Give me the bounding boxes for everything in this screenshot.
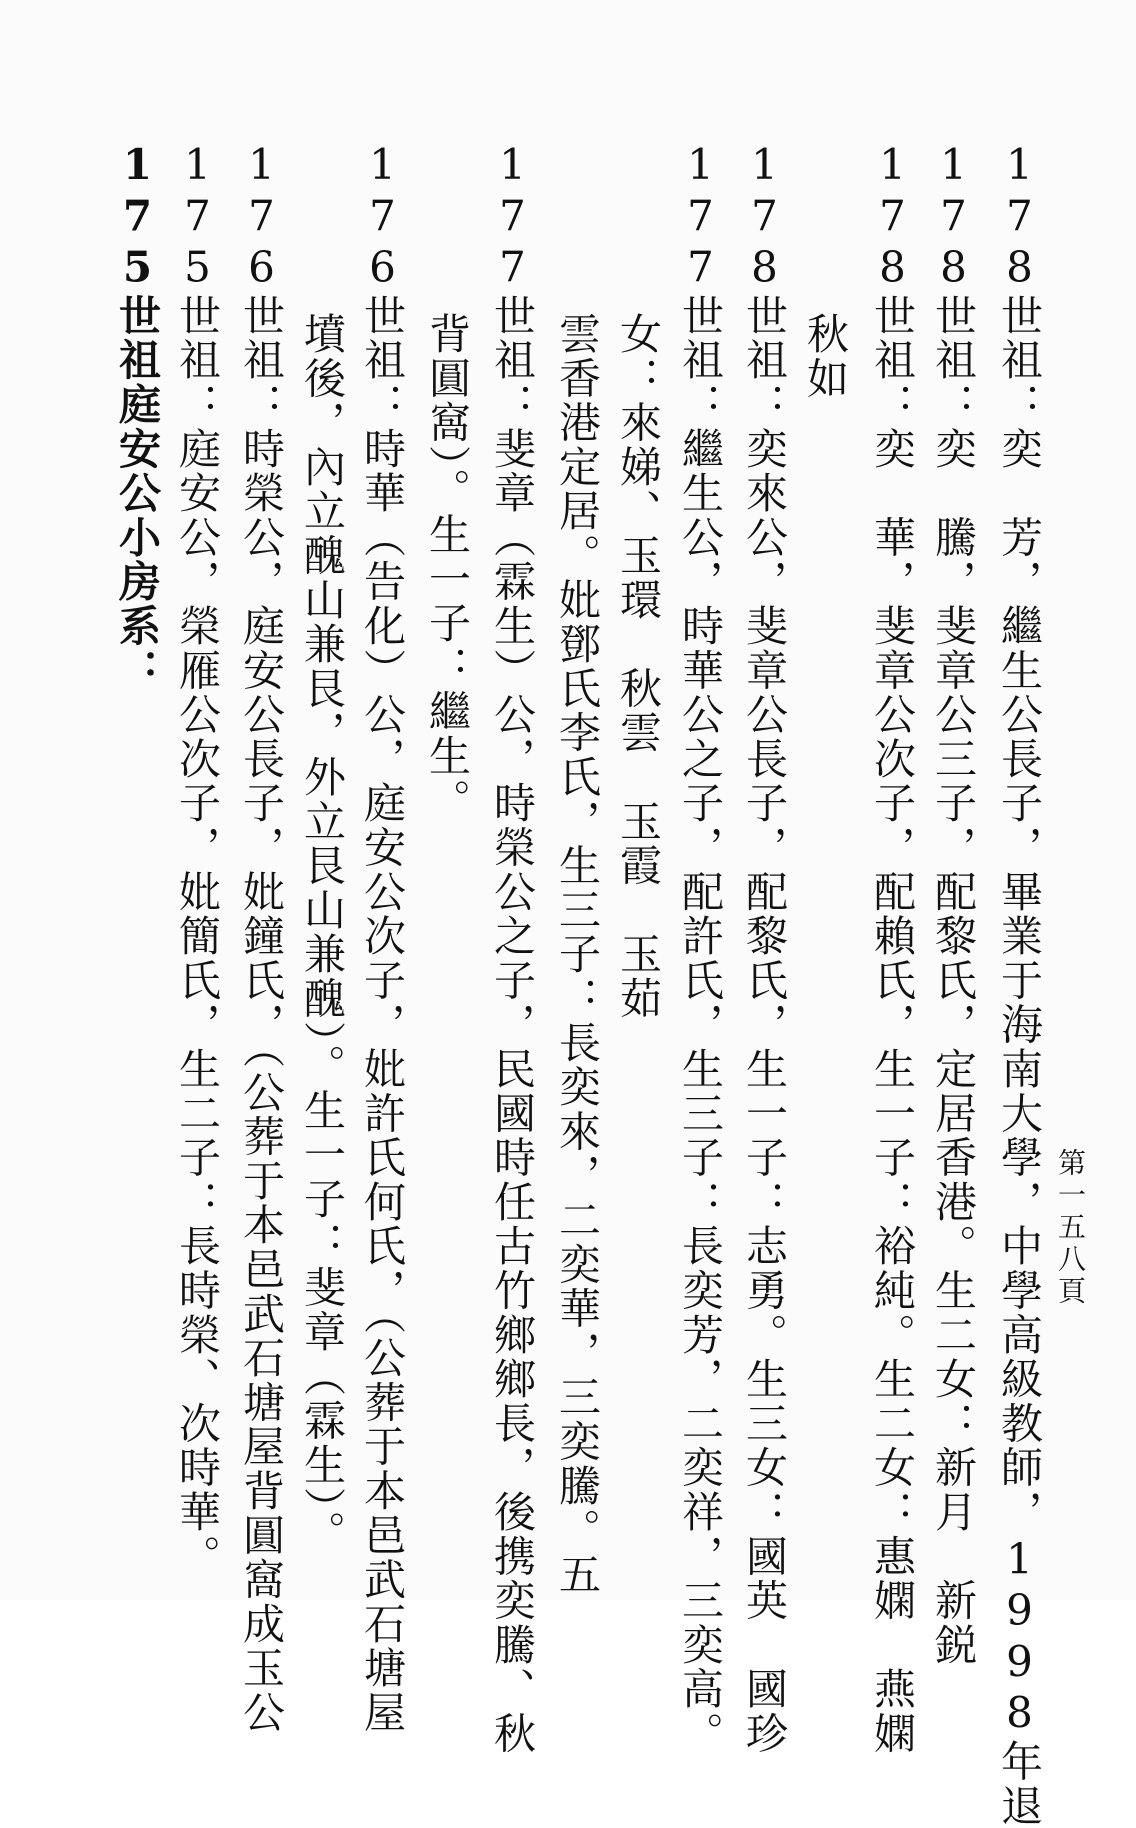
text-column: 177世祖：繼生公，時華公之子，配許氏，生三子：長奕芳，二奕祥，三奕高。 (676, 140, 725, 1756)
text-column: 178世祖：奕 芳，繼生公長子，畢業于海南大學，中學高級教師，1998年退 (995, 140, 1044, 1828)
text-column: 秋如 (801, 312, 850, 401)
text-column: 176世祖：時華（告化）公，庭安公次子，妣許氏何氏，（公葬于本邑武石塘屋 (358, 140, 407, 1735)
text-column: 176世祖：時榮公，庭安公長子，妣鐘氏，（公葬于本邑武石塘屋背圓窩成玉公 (237, 140, 286, 1735)
text-column: 墳後，內立醜山兼艮，外立艮山兼醜）。生一子：斐章（霖生）。 (298, 312, 347, 1555)
text-column: 女：來娣、玉環 秋雲 玉霞 玉茹 (614, 312, 663, 1021)
text-column: 178世祖：奕 華，斐章公次子，配賴氏，生一子：裕純。生二女：惠嫻 燕嫻 (868, 140, 917, 1756)
text-column: 178世祖：奕來公，斐章公長子，配黎氏，生一子：志勇。生三女：國英 國珍 (740, 140, 789, 1756)
page-number: 第一五八頁 (1054, 1148, 1087, 1308)
text-column: 背圓窩）。生一子：繼生。 (423, 312, 472, 823)
section-title: 175世祖庭安公小房系： (113, 140, 162, 693)
text-column: 178世祖：奕 騰，斐章公三子，配黎氏，定居香港。生二女：新月 新鋭 (929, 140, 978, 1668)
text-column: 雲香港定居。妣鄧氏李氏，生三子：長奕來，二奕華，三奕騰。五 (553, 312, 602, 1597)
text-column: 175世祖：庭安公，榮雁公次子，妣簡氏，生二子：長時榮、次時華。 (173, 140, 222, 1579)
text-column: 177世祖：斐章（霖生）公，時榮公之子，民國時任古竹鄉鄉長，後携奕騰、秋 (488, 140, 537, 1756)
